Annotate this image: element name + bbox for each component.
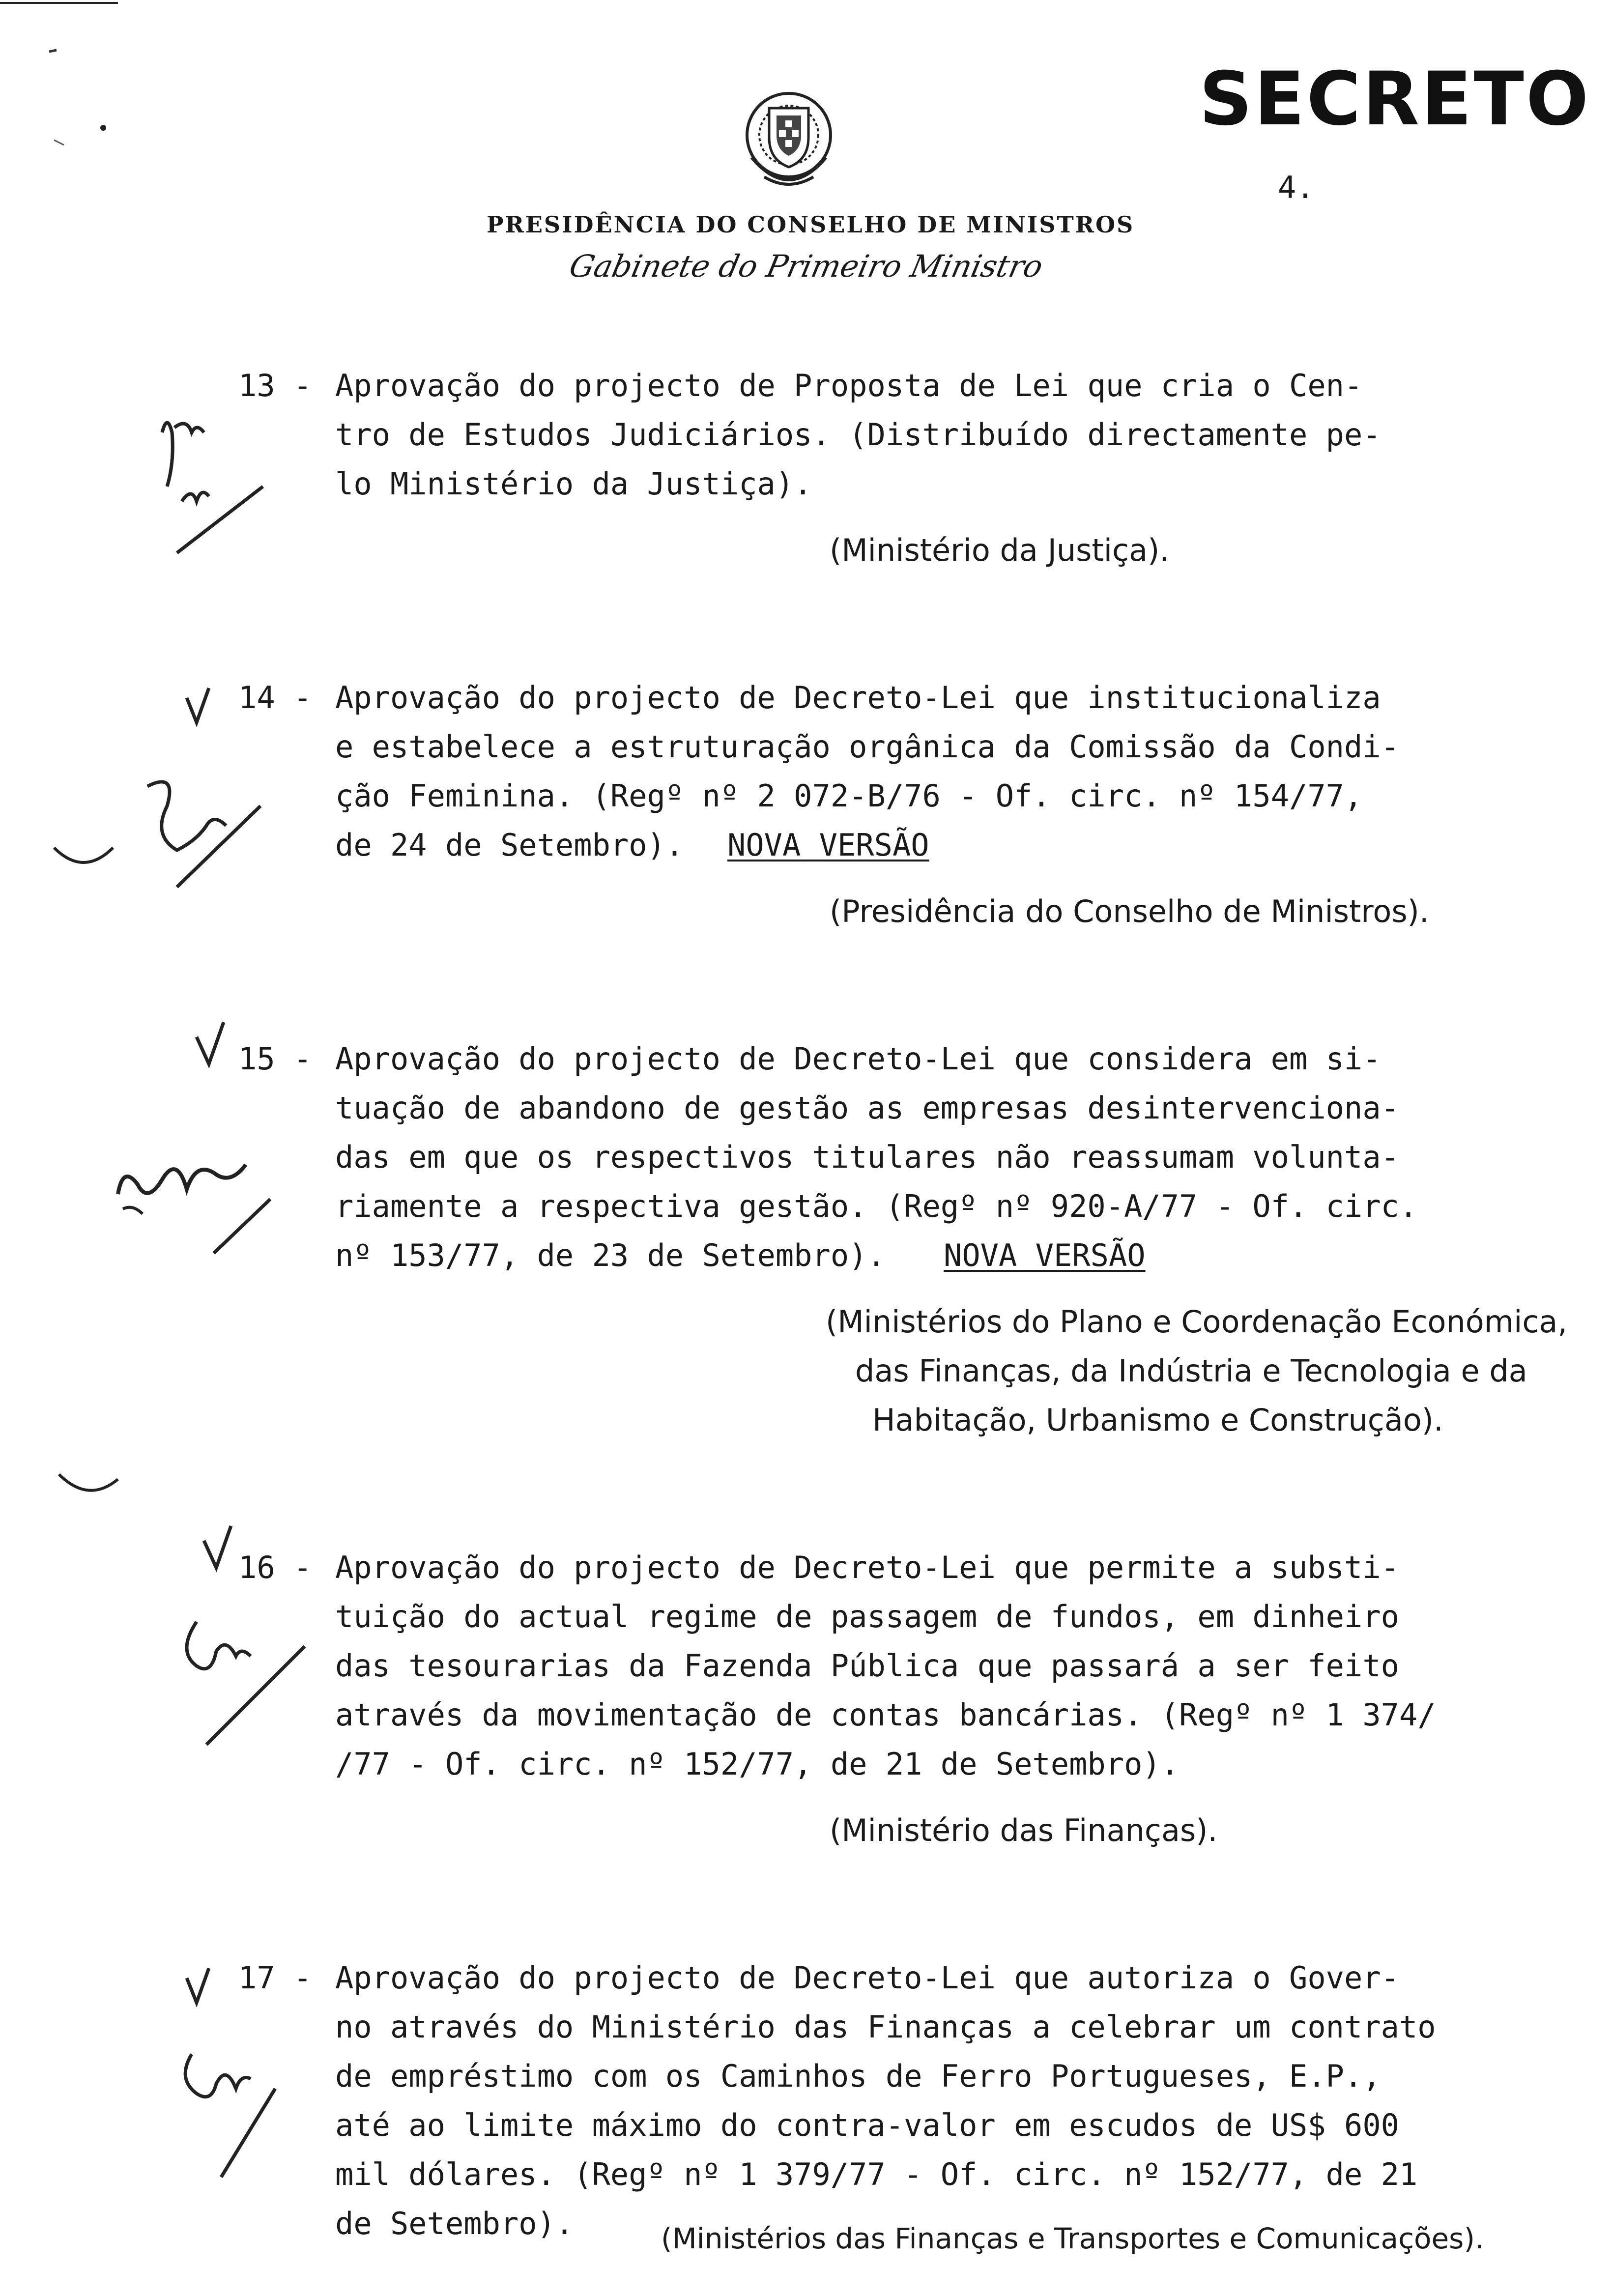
item-text-line: das em que os respectivos titulares não reassumam volunta- xyxy=(335,1139,1399,1175)
item-text-line: através da movimentação de contas bancárias. (Regº nº 1 374/ xyxy=(335,1697,1436,1733)
handwritten-initials-14 xyxy=(44,767,270,894)
item-text-line: Aprovação do projecto de Decreto-Lei que considera em si- xyxy=(335,1041,1381,1077)
item-text-line: até ao limite máximo do contra-valor em escudos de US$ 600 xyxy=(335,2107,1399,2143)
responsible-ministry: (Ministério das Finanças). xyxy=(830,1812,1218,1848)
handwritten-initials-15 xyxy=(108,1130,275,1258)
handwritten-initials-13 xyxy=(147,403,275,560)
responsible-ministry: (Ministério da Justiça). xyxy=(830,532,1169,568)
responsible-ministry: (Ministérios das Finanças e Transportes e Comunicações). xyxy=(661,2222,1484,2255)
institution-letterhead: PRESIDÊNCIA DO CONSELHO DE MINISTROS xyxy=(487,211,1135,238)
responsible-ministry: (Ministérios do Plano e Coordenação Económica, xyxy=(826,1304,1568,1340)
responsible-ministry: (Presidência do Conselho de Ministros). xyxy=(830,893,1429,929)
check-mark-icon xyxy=(202,1526,236,1570)
item-number: 13 - xyxy=(238,368,312,403)
check-mark-icon xyxy=(184,1968,214,2008)
handwritten-initials-17 xyxy=(172,2035,285,2182)
item-text-line: mil dólares. (Regº nº 1 379/77 - Of. circ. nº 152/77, de 21 xyxy=(335,2156,1418,2192)
item-text-line: lo Ministério da Justiça). xyxy=(335,466,812,502)
item-text-line: Aprovação do projecto de Decreto-Lei que autoriza o Gover- xyxy=(335,1960,1399,1996)
item-number: 15 - xyxy=(238,1041,312,1077)
item-number: 17 - xyxy=(238,1960,312,1996)
check-mark-icon xyxy=(184,688,214,727)
item-number: 16 - xyxy=(238,1550,312,1585)
item-text-line: tuição do actual regime de passagem de fundos, em dinheiro xyxy=(335,1599,1399,1635)
item-text-line: nº 153/77, de 23 de Setembro). xyxy=(335,1237,886,1273)
check-mark-icon xyxy=(194,1022,229,1066)
item-text-line: das tesourarias da Fazenda Pública que passará a ser feito xyxy=(335,1648,1399,1684)
item-text-line: tro de Estudos Judiciários. (Distribuído directamente pe- xyxy=(335,417,1381,453)
item-text-line: e estabelece a estruturação orgânica da Comissão da Condi- xyxy=(335,729,1399,765)
new-version-note: NOVA VERSÃO xyxy=(944,1237,1146,1273)
coat-of-arms-emblem xyxy=(742,79,835,197)
responsible-ministry: das Finanças, da Indústria e Tecnologia e da xyxy=(855,1353,1527,1389)
responsible-ministry: Habitação, Urbanismo e Construção). xyxy=(872,1402,1443,1438)
item-text-line: de 24 de Setembro). xyxy=(335,827,684,863)
classification-stamp: SECRETO xyxy=(1199,57,1591,142)
top-rule xyxy=(0,0,147,10)
scan-speck-marks xyxy=(44,44,118,192)
office-letterhead-script: Gabinete do Primeiro Ministro xyxy=(566,248,1046,284)
item-text-line: de Setembro). xyxy=(335,2206,574,2241)
item-text-line: tuação de abandono de gestão as empresas desintervenciona- xyxy=(335,1090,1399,1126)
item-text-line: riamente a respectiva gestão. (Regº nº 920-A/77 - Of. circ. xyxy=(335,1188,1418,1224)
page-number: 4. xyxy=(1278,170,1315,205)
item-text-line: de empréstimo com os Caminhos de Ferro Portugueses, E.P., xyxy=(335,2058,1381,2094)
item-text-line: Aprovação do projecto de Proposta de Lei que cria o Cen- xyxy=(335,368,1363,403)
item-text-line: no através do Ministério das Finanças a celebrar um contrato xyxy=(335,2009,1436,2045)
item-text-line: /77 - Of. circ. nº 152/77, de 21 de Setembro). xyxy=(335,1746,1180,1782)
item-number: 14 - xyxy=(238,680,312,716)
new-version-note: NOVA VERSÃO xyxy=(727,827,929,863)
handwritten-arc xyxy=(54,1464,128,1504)
item-text-line: ção Feminina. (Regº nº 2 072-B/76 - Of. circ. nº 154/77, xyxy=(335,778,1363,814)
item-text-line: Aprovação do projecto de Decreto-Lei que permite a substi- xyxy=(335,1550,1399,1585)
handwritten-initials-16 xyxy=(167,1602,315,1750)
item-text-line: Aprovação do projecto de Decreto-Lei que institucionaliza xyxy=(335,680,1381,716)
